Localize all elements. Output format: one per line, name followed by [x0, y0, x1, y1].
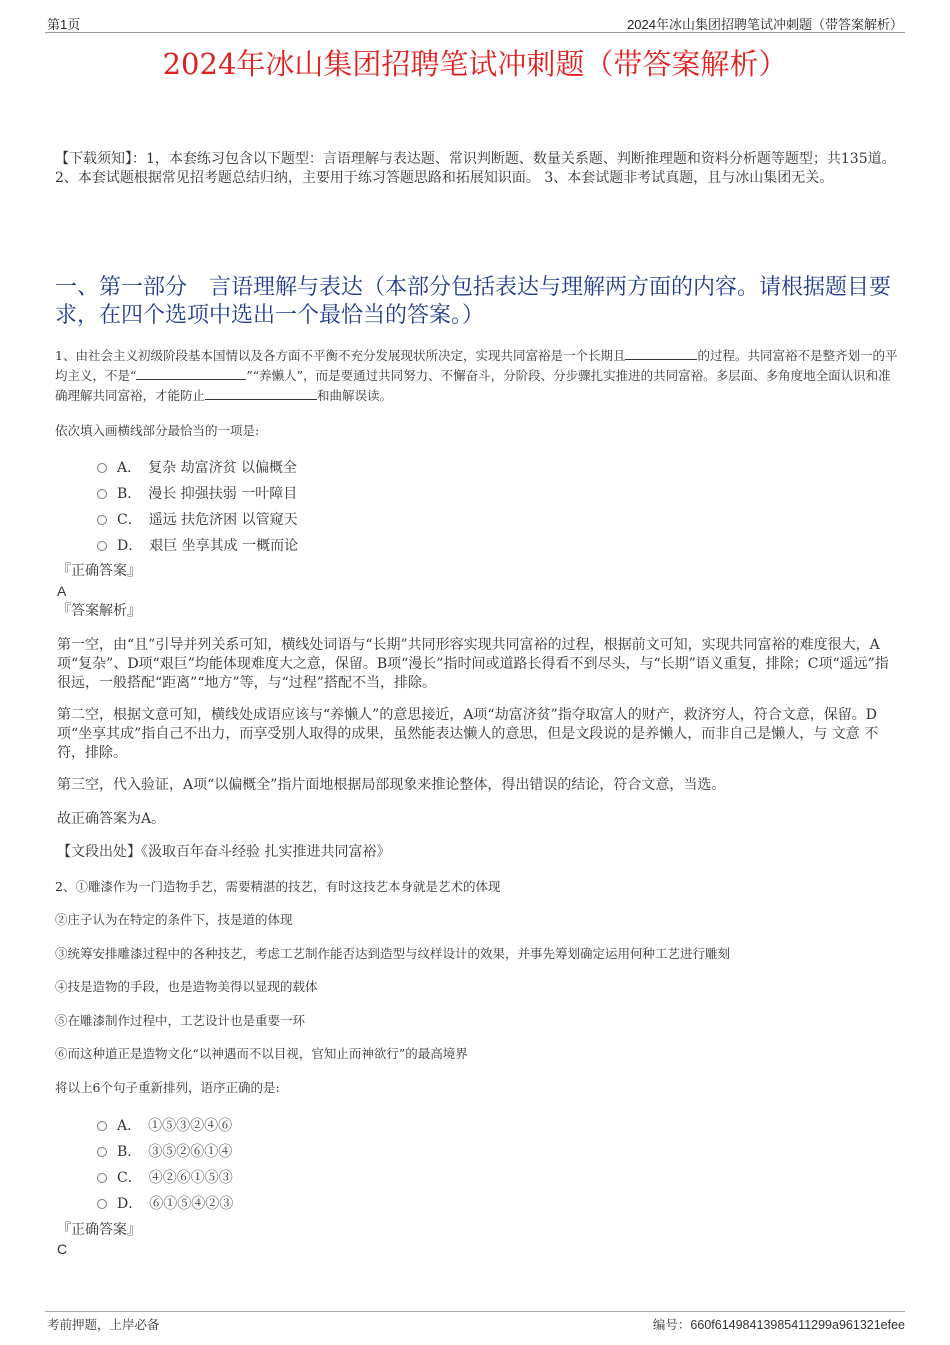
page-title: 2024年冰山集团招聘笔试冲刺题（带答案解析）: [162, 47, 788, 81]
answer-value: C: [57, 1241, 68, 1257]
answer-label: 『正确答案』: [57, 1222, 141, 1238]
q1-stem-part: 和曲解误读。: [317, 388, 393, 403]
header-doc-title: 2024年冰山集团招聘笔试冲刺题（带答案解析）: [627, 17, 903, 32]
section-heading: 一、第一部分 言语理解与表达（本部分包括表达与理解两方面的内容。请根据题目要求，在四个选项中选出一个最恰当的答案。）: [55, 275, 892, 328]
q2-option-d[interactable]: [97, 1193, 233, 1213]
option-key: D．: [117, 1196, 136, 1212]
q1-option-a[interactable]: [97, 457, 297, 477]
option-key: D．: [117, 538, 136, 554]
download-notice: 【下载须知】：1，本套练习包含以下题型：言语理解与表达题、常识判断题、数量关系题、判断推理题和资料分析题等题型；共135道。 2、本套试题根据常见招考题总结归纳，主要用于练习答题思路和拓展知识面。 3、本套试题非考试真题，且与冰山集团无关。: [55, 151, 896, 186]
option-text: 复杂 劫富济贫 以偏概全: [148, 460, 298, 476]
page-number: 第1页: [47, 17, 81, 32]
radio-icon[interactable]: [97, 463, 107, 473]
q2-line: ③统筹安排雕漆过程中的各种技艺，考虑工艺制作能否达到造型与纹样设计的效果，并事先筹划确定运用何种工艺进行雕刻: [55, 946, 731, 961]
blank-1: [625, 349, 697, 360]
q1-option-d[interactable]: [97, 535, 298, 555]
q1-stem: [55, 346, 900, 406]
radio-icon[interactable]: [97, 1147, 107, 1157]
radio-icon[interactable]: [97, 1199, 107, 1209]
q1-option-b[interactable]: [97, 483, 297, 503]
answer-label: 『正确答案』: [57, 563, 141, 579]
option-key: A．: [117, 460, 135, 476]
answer-value: A: [57, 583, 67, 599]
q2-line: ⑤在雕漆制作过程中，工艺设计也是重要一环: [55, 1013, 306, 1028]
option-text: 遥远 扶危济困 以管窥天: [148, 512, 298, 528]
q1-stem-part: 的过程。共同富裕不是整齐划一的平均主义，不是“: [55, 348, 898, 383]
q1-prompt: 依次填入画横线部分最恰当的一项是:: [55, 423, 260, 438]
source-citation: 【文段出处】《汲取百年奋斗经验 扎实推进共同富裕》: [57, 844, 391, 860]
option-key: C．: [117, 512, 135, 528]
option-text: ④②⑥①⑤③: [148, 1170, 233, 1186]
blank-2: [136, 369, 246, 380]
q2-line: 2、①雕漆作为一门造物手艺，需要精湛的技艺，有时这技艺本身就是艺术的体现: [55, 879, 501, 894]
q1-stem-part: ”“养懒人”，而是要通过共同努力、不懈奋斗，分阶段、分步骤扎实推进的共同富裕。多层面、多角度地全面认识和准确理解共同富裕，才能防止: [55, 368, 891, 403]
header-divider: [45, 32, 905, 33]
q1-stem-part: 1、由社会主义初级阶段基本国情以及各方面不平衡不充分发展现状所决定，实现共同富裕是一个长期且: [55, 348, 626, 363]
radio-icon[interactable]: [97, 1173, 107, 1183]
q2-option-a[interactable]: [97, 1115, 232, 1135]
q2-option-b[interactable]: [97, 1141, 232, 1161]
q2-prompt: 将以上6个句子重新排列，语序正确的是:: [55, 1080, 280, 1095]
q2-line: ②庄子认为在特定的条件下，技是道的体现: [55, 912, 293, 927]
analysis-conclusion: 故正确答案为A。: [57, 811, 166, 827]
option-text: 漫长 抑强扶弱 一叶障目: [148, 486, 298, 502]
footer-divider: [45, 1311, 905, 1312]
option-text: 艰巨 坐享其成 一概而论: [149, 538, 299, 554]
radio-icon[interactable]: [97, 515, 107, 525]
analysis-paragraph: 第一空，由“且”引导并列关系可知，横线处词语与“长期”共同形容实现共同富裕的过程，根据前文可知，实现共同富裕的难度很大，A项“复杂”、D项“艰巨”均能体现难度大之意，保留。B项“漫长”指时间或道路长得看不到尽头，与“长期”语义重复，排除；C项“遥远”指很远，一般搭配“距离”“地方”等，与“过程”搭配不当，排除。: [57, 637, 889, 691]
q1-option-c[interactable]: [97, 509, 298, 529]
blank-3: [205, 389, 317, 400]
q2-option-c[interactable]: [97, 1167, 233, 1187]
option-text: ①⑤③②④⑥: [148, 1118, 233, 1134]
option-key: C．: [117, 1170, 135, 1186]
radio-icon[interactable]: [97, 489, 107, 499]
analysis-paragraph: 第三空，代入验证，A项“以偏概全”指片面地根据局部现象来推论整体，得出错误的结论，符合文意，当选。: [57, 777, 726, 793]
option-key: B．: [117, 486, 135, 502]
option-key: A．: [117, 1118, 135, 1134]
radio-icon[interactable]: [97, 1121, 107, 1131]
footer-serial: 编号：660f61498413985411299a961321efee: [652, 1318, 905, 1332]
q2-line: ⑥而这种道正是造物文化“以神遇而不以目视，官知止而神欲行”的最高境界: [55, 1046, 468, 1061]
radio-icon[interactable]: [97, 541, 107, 551]
q2-line: ④技是造物的手段，也是造物美得以显现的载体: [55, 979, 318, 994]
option-key: B．: [117, 1144, 135, 1160]
analysis-paragraph: 第二空，根据文意可知，横线处成语应该与“养懒人”的意思接近，A项“劫富济贫”指夺取富人的财产，救济穷人，符合文意，保留。D项“坐享其成”指自己不出力，而享受别人取得的成果，虽然能表达懒人的意思，但是文段说的是养懒人，而非自己是懒人，与 文意 不符，排除。: [57, 707, 879, 761]
option-text: ⑥①⑤④②③: [149, 1196, 234, 1212]
option-text: ③⑤②⑥①④: [148, 1144, 233, 1160]
analysis-label: 『答案解析』: [57, 603, 141, 619]
footer-slogan: 考前押题，上岸必备: [47, 1318, 160, 1332]
